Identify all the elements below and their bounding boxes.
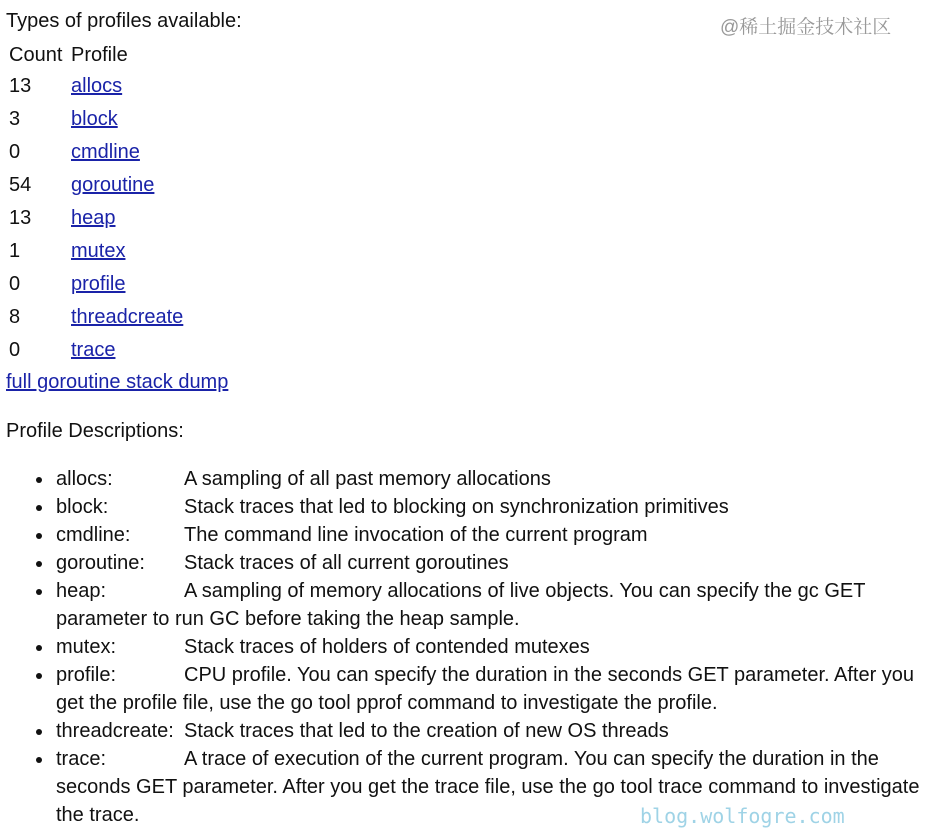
profile-count: 3 (9, 108, 21, 130)
watermark-source: @稀土掘金技术社区 (720, 17, 892, 38)
description-name: mutex: (56, 636, 117, 658)
profile-count: 54 (9, 174, 32, 196)
watermark-blog: blog.wolfogre.com (640, 804, 845, 828)
table-row (6, 70, 186, 103)
table-row (6, 268, 186, 301)
table-row (6, 334, 186, 367)
profile-link-threadcreate[interactable]: threadcreate (71, 306, 184, 328)
list-item (56, 661, 920, 717)
list-item (56, 465, 920, 493)
profile-link-heap[interactable]: heap (71, 207, 116, 229)
profile-header: Profile (71, 43, 128, 66)
descriptions-list (0, 465, 926, 829)
profile-count: 8 (9, 306, 21, 328)
list-item (56, 717, 920, 745)
description-name: allocs: (56, 468, 113, 490)
table-row (6, 202, 186, 235)
description-text: A trace of execution of the current program. You can specify the duration in the seconds GET parameter. After you get the trace file, use the go tool trace command to investigate the trace. (56, 748, 920, 826)
profile-link-allocs[interactable]: allocs (71, 75, 123, 97)
profile-link-mutex[interactable]: mutex (71, 240, 126, 262)
description-text: A sampling of memory allocations of live objects. You can specify the gc GET parameter to run GC before taking the heap sample. (56, 580, 866, 630)
table-row (6, 169, 186, 202)
description-name: block: (56, 496, 109, 518)
description-text: Stack traces of all current goroutines (184, 552, 509, 574)
profile-count: 13 (9, 75, 32, 97)
count-header: Count (9, 43, 63, 66)
profiles-table (6, 40, 186, 367)
description-text: The command line invocation of the current program (184, 524, 648, 546)
profile-count: 13 (9, 207, 32, 229)
description-name: profile: (56, 664, 117, 686)
list-item (56, 633, 920, 661)
list-item (56, 521, 920, 549)
profile-count: 1 (9, 240, 21, 262)
description-name: heap: (56, 580, 107, 602)
description-name: goroutine: (56, 552, 145, 574)
profile-link-block[interactable]: block (71, 108, 118, 130)
description-text: A sampling of all past memory allocations (184, 468, 551, 490)
profile-count: 0 (9, 339, 21, 361)
description-name: threadcreate: (56, 720, 174, 742)
profile-link-goroutine[interactable]: goroutine (71, 174, 155, 196)
description-text: Stack traces of holders of contended mutexes (184, 636, 590, 658)
description-text: Stack traces that led to the creation of new OS threads (184, 720, 669, 742)
profile-link-cmdline[interactable]: cmdline (71, 141, 140, 163)
list-item (56, 493, 920, 521)
description-text: CPU profile. You can specify the duration in the seconds GET parameter. After you get the profile file, use the go tool pprof command to investigate the profile. (56, 664, 915, 714)
table-row (6, 301, 186, 334)
profile-link-trace[interactable]: trace (71, 339, 116, 361)
profile-count: 0 (9, 141, 21, 163)
table-row (6, 235, 186, 268)
table-row (6, 136, 186, 169)
description-text: Stack traces that led to blocking on synchronization primitives (184, 496, 729, 518)
page-title: Types of profiles available: (6, 10, 242, 32)
description-name: trace: (56, 748, 107, 770)
table-row (6, 103, 186, 136)
profile-link-profile[interactable]: profile (71, 273, 126, 295)
list-item (56, 549, 920, 577)
descriptions-heading: Profile Descriptions: (6, 420, 184, 442)
full-goroutine-stack-dump-link[interactable]: full goroutine stack dump (6, 371, 229, 393)
profile-count: 0 (9, 273, 21, 295)
list-item (56, 577, 920, 633)
description-name: cmdline: (56, 524, 131, 546)
